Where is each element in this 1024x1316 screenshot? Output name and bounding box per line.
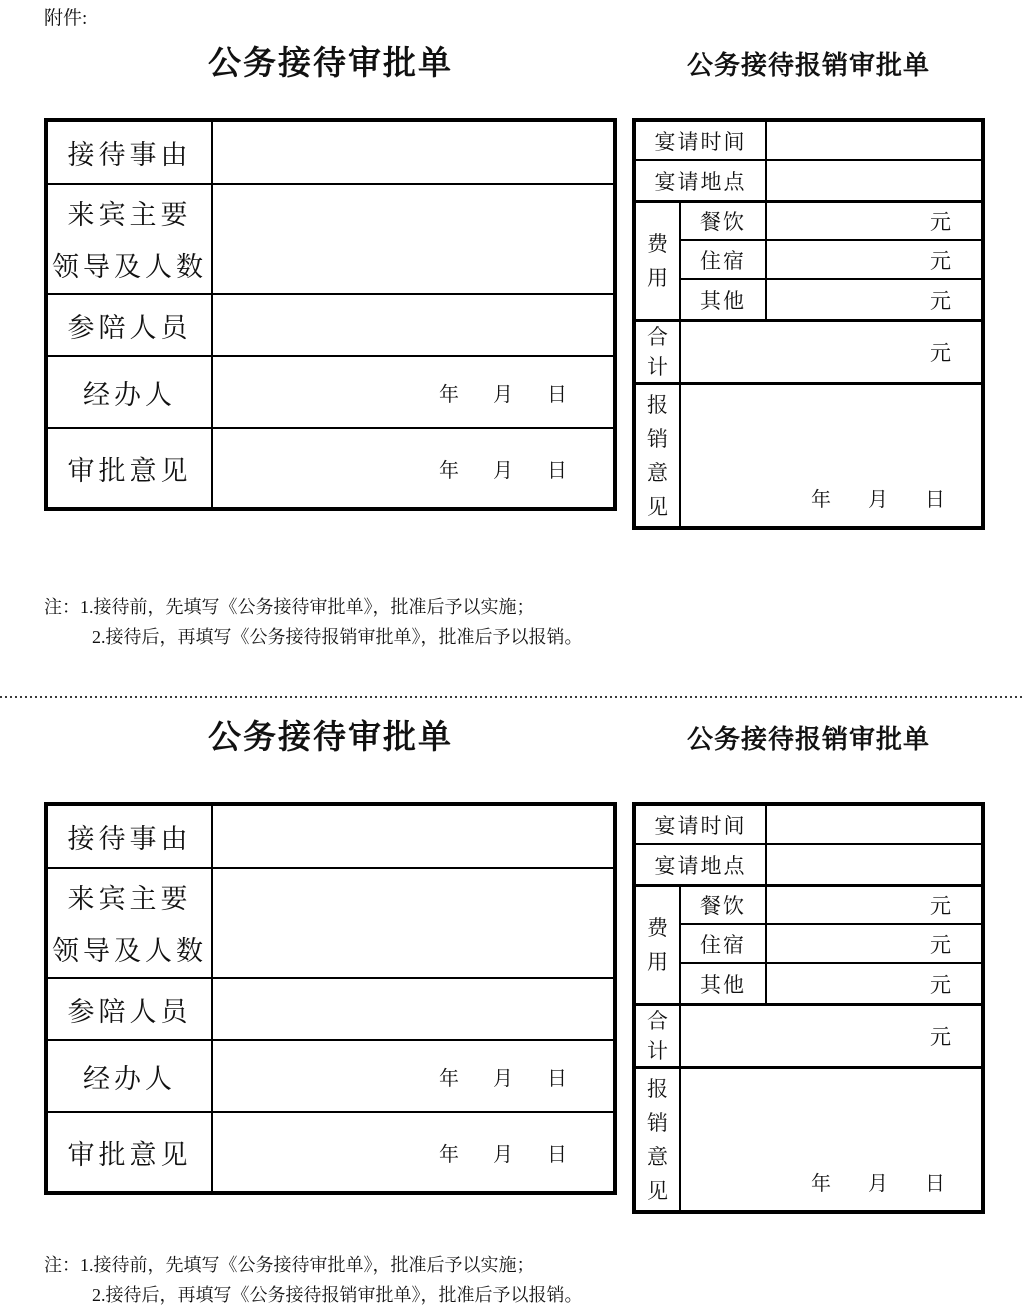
table-row xyxy=(634,279,983,321)
cost-item-label: 其他 xyxy=(680,963,766,1005)
date-stamp xyxy=(681,1167,981,1210)
titles-row xyxy=(44,716,985,760)
guests-label xyxy=(46,868,212,978)
year-label: 年 xyxy=(439,459,459,482)
banquet-place-label: 宴请地点 xyxy=(634,844,766,886)
note-text: 2.接待后，再填写《公务接待报销审批单》，批准后予以报销。 xyxy=(92,627,583,647)
note-text: 1.接待前，先填写《公务接待审批单》，批准后予以实施； xyxy=(80,1255,535,1275)
date-stamp xyxy=(439,460,567,482)
table-row xyxy=(46,294,615,356)
approval-form-title: 公务接待审批单 xyxy=(208,720,453,756)
guests-label-line1: 来宾主要 xyxy=(67,884,192,914)
total-label: 合计 xyxy=(634,1005,680,1068)
table-row xyxy=(46,356,615,428)
banquet-time-label: 宴请时间 xyxy=(634,120,766,160)
accompany-label: 参陪人员 xyxy=(46,978,212,1040)
cut-line-divider xyxy=(0,696,1024,698)
cost-item-label: 其他 xyxy=(680,279,766,321)
table-row xyxy=(634,1005,983,1068)
table-row xyxy=(46,120,615,184)
guests-input-cell[interactable] xyxy=(212,184,615,294)
table-row xyxy=(634,202,983,241)
cost-item-amount-cell[interactable]: 元 xyxy=(766,886,983,925)
approval-opinion-date-cell[interactable] xyxy=(212,1112,615,1193)
reimbursement-form-table xyxy=(632,802,985,1214)
approval-opinion-label: 审批意见 xyxy=(46,428,212,509)
table-row xyxy=(46,1040,615,1112)
note-line xyxy=(44,1280,985,1310)
accompany-label: 参陪人员 xyxy=(46,294,212,356)
cost-item-label: 住宿 xyxy=(680,924,766,963)
cost-item-label: 餐饮 xyxy=(680,886,766,925)
month-label: 月 xyxy=(493,1067,513,1090)
table-row xyxy=(634,844,983,886)
table-row xyxy=(46,184,615,294)
approval-opinion-label: 审批意见 xyxy=(46,1112,212,1193)
year-label: 年 xyxy=(439,1143,459,1166)
reception-reason-input-cell[interactable] xyxy=(212,120,615,184)
reimbursement-form-title: 公务接待报销审批单 xyxy=(686,725,930,754)
banquet-place-input-cell[interactable] xyxy=(766,844,983,886)
guests-label-line2: 领导及人数 xyxy=(52,252,207,282)
date-stamp xyxy=(681,483,981,526)
total-amount-cell[interactable]: 元 xyxy=(680,321,983,384)
year-label: 年 xyxy=(439,383,459,406)
year-label: 年 xyxy=(811,489,831,511)
approval-opinion-date-cell[interactable] xyxy=(212,428,615,509)
reimburse-opinion-label: 报销意见 xyxy=(634,384,680,529)
accompany-input-cell[interactable] xyxy=(212,978,615,1040)
cost-item-amount-cell[interactable]: 元 xyxy=(766,963,983,1005)
handler-label: 经办人 xyxy=(46,1040,212,1112)
tables-row xyxy=(44,118,985,530)
table-row xyxy=(46,428,615,509)
note-text: 2.接待后，再填写《公务接待报销审批单》，批准后予以报销。 xyxy=(92,1285,583,1305)
tables-row xyxy=(44,802,985,1214)
cost-item-amount-cell[interactable]: 元 xyxy=(766,202,983,241)
note-line xyxy=(44,592,985,622)
guests-label xyxy=(46,184,212,294)
day-label: 日 xyxy=(547,1067,567,1090)
form-copy-1 xyxy=(0,0,1024,652)
day-label: 日 xyxy=(547,459,567,482)
approval-form-title: 公务接待审批单 xyxy=(208,46,453,82)
table-row xyxy=(46,1112,615,1193)
month-label: 月 xyxy=(493,1143,513,1166)
approval-form-table xyxy=(44,118,617,511)
reception-reason-label: 接待事由 xyxy=(46,804,212,868)
table-row xyxy=(46,868,615,978)
table-row xyxy=(634,804,983,844)
note-line xyxy=(44,1250,985,1280)
table-row xyxy=(634,963,983,1005)
reimburse-opinion-label: 报销意见 xyxy=(634,1068,680,1213)
handler-label: 经办人 xyxy=(46,356,212,428)
guests-input-cell[interactable] xyxy=(212,868,615,978)
reimburse-opinion-date-cell[interactable] xyxy=(680,1068,983,1213)
table-row xyxy=(634,120,983,160)
month-label: 月 xyxy=(868,1173,888,1195)
day-label: 日 xyxy=(925,489,945,511)
banquet-time-label: 宴请时间 xyxy=(634,804,766,844)
date-stamp xyxy=(439,1068,567,1090)
total-amount-cell[interactable]: 元 xyxy=(680,1005,983,1068)
total-label: 合计 xyxy=(634,321,680,384)
table-row xyxy=(634,1068,983,1213)
attachment-label: 附件: xyxy=(44,8,88,29)
day-label: 日 xyxy=(547,1143,567,1166)
month-label: 月 xyxy=(868,489,888,511)
accompany-input-cell[interactable] xyxy=(212,294,615,356)
banquet-time-input-cell[interactable] xyxy=(766,804,983,844)
cost-item-label: 住宿 xyxy=(680,240,766,279)
year-label: 年 xyxy=(811,1173,831,1195)
table-row xyxy=(634,240,983,279)
note-prefix: 注： xyxy=(44,1255,80,1275)
note-line xyxy=(44,622,985,652)
note-text: 1.接待前，先填写《公务接待审批单》，批准后予以实施； xyxy=(80,597,535,617)
reimbursement-form-table xyxy=(632,118,985,530)
guests-label-line1: 来宾主要 xyxy=(67,200,192,230)
cost-group-label: 费用 xyxy=(634,202,680,321)
year-label: 年 xyxy=(439,1067,459,1090)
titles-row xyxy=(44,42,985,86)
handler-sign-date-cell[interactable] xyxy=(212,1040,615,1112)
month-label: 月 xyxy=(493,459,513,482)
cost-item-amount-cell[interactable]: 元 xyxy=(766,279,983,321)
notes-block xyxy=(44,1250,985,1310)
banquet-place-label: 宴请地点 xyxy=(634,160,766,202)
cost-item-amount-cell[interactable]: 元 xyxy=(766,924,983,963)
approval-form-table xyxy=(44,802,617,1195)
cost-item-amount-cell[interactable]: 元 xyxy=(766,240,983,279)
notes-block xyxy=(44,592,985,652)
form-copy-2 xyxy=(0,716,1024,1310)
table-row xyxy=(634,924,983,963)
table-row xyxy=(634,384,983,529)
handler-sign-date-cell[interactable] xyxy=(212,356,615,428)
day-label: 日 xyxy=(925,1173,945,1195)
date-stamp xyxy=(439,384,567,406)
date-stamp xyxy=(439,1144,567,1166)
table-row xyxy=(634,886,983,925)
guests-label-line2: 领导及人数 xyxy=(52,936,207,966)
reception-reason-input-cell[interactable] xyxy=(212,804,615,868)
banquet-time-input-cell[interactable] xyxy=(766,120,983,160)
reimbursement-form-title: 公务接待报销审批单 xyxy=(686,51,930,80)
cost-group-label: 费用 xyxy=(634,886,680,1005)
month-label: 月 xyxy=(493,383,513,406)
table-row xyxy=(634,160,983,202)
reimburse-opinion-date-cell[interactable] xyxy=(680,384,983,529)
banquet-place-input-cell[interactable] xyxy=(766,160,983,202)
table-row xyxy=(634,321,983,384)
reception-reason-label: 接待事由 xyxy=(46,120,212,184)
table-row xyxy=(46,978,615,1040)
day-label: 日 xyxy=(547,383,567,406)
note-prefix: 注： xyxy=(44,597,80,617)
table-row xyxy=(46,804,615,868)
cost-item-label: 餐饮 xyxy=(680,202,766,241)
